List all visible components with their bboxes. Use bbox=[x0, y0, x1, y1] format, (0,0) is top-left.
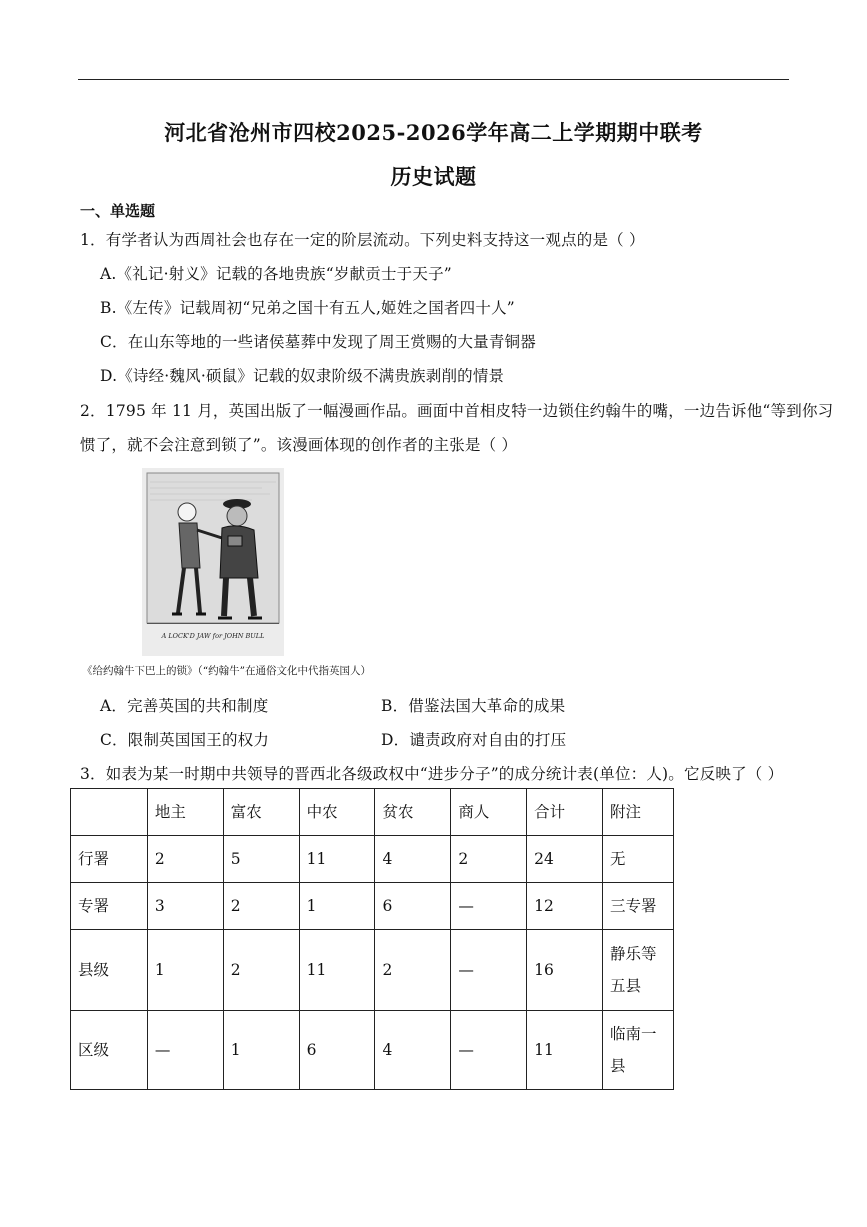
q1-option-d: D.《诗经·魏风·硕鼠》记载的奴隶阶级不满贵族剥削的情景 bbox=[100, 367, 505, 385]
table-cell: 12 bbox=[527, 883, 603, 930]
table-cell: — bbox=[451, 1011, 527, 1090]
table-header-cell: 商人 bbox=[451, 789, 527, 836]
table-cell: 2 bbox=[375, 930, 451, 1011]
table-cell: 静乐等五县 bbox=[603, 930, 674, 1011]
q1-option-b: B.《左传》记载周初“兄弟之国十有五人,姬姓之国者四十人” bbox=[100, 299, 515, 317]
table-header-cell: 附注 bbox=[603, 789, 674, 836]
table-header-cell: 合计 bbox=[527, 789, 603, 836]
table-cell: 区级 bbox=[71, 1011, 148, 1090]
table-cell: 临南一县 bbox=[603, 1011, 674, 1090]
cartoon-inscription: A LOCK'D JAW for JOHN BULL bbox=[161, 632, 265, 640]
table-header-cell bbox=[71, 789, 148, 836]
stats-table bbox=[70, 788, 674, 1090]
table-cell: 1 bbox=[299, 883, 375, 930]
table-row bbox=[71, 836, 674, 883]
table-cell: 16 bbox=[527, 930, 603, 1011]
q2-option-c: C．限制英国国王的权力 bbox=[100, 731, 270, 749]
header-rule bbox=[78, 79, 789, 80]
table-cell: 11 bbox=[527, 1011, 603, 1090]
table-cell: 6 bbox=[375, 883, 451, 930]
section-heading: 一、单选题 bbox=[80, 202, 156, 220]
table-cell: 6 bbox=[299, 1011, 375, 1090]
table-header-cell: 地主 bbox=[147, 789, 223, 836]
table-cell: 11 bbox=[299, 836, 375, 883]
table-cell: 2 bbox=[451, 836, 527, 883]
q1-option-a: A.《礼记·射义》记载的各地贵族“岁献贡士于天子” bbox=[100, 265, 452, 283]
table-header-cell: 中农 bbox=[299, 789, 375, 836]
table-cell: 24 bbox=[527, 836, 603, 883]
q2-option-d: D．谴责政府对自由的打压 bbox=[381, 731, 567, 749]
table-cell: 专署 bbox=[71, 883, 148, 930]
table-cell: 无 bbox=[603, 836, 674, 883]
table-cell: 行署 bbox=[71, 836, 148, 883]
table-cell: 2 bbox=[223, 930, 299, 1011]
q2-stem-line2: 惯了，就不会注意到锁了”。该漫画体现的创作者的主张是（ ） bbox=[80, 436, 518, 454]
table-row bbox=[71, 930, 674, 1011]
cartoon-image bbox=[142, 468, 284, 656]
table-cell: 1 bbox=[223, 1011, 299, 1090]
table-cell: — bbox=[451, 930, 527, 1011]
q2-option-b: B．借鉴法国大革命的成果 bbox=[381, 697, 566, 715]
table-header-cell: 富农 bbox=[223, 789, 299, 836]
table-cell: 三专署 bbox=[603, 883, 674, 930]
table-cell: 5 bbox=[223, 836, 299, 883]
table-header-row bbox=[71, 789, 674, 836]
q2-option-a: A．完善英国的共和制度 bbox=[100, 697, 269, 715]
exam-title: 河北省沧州市四校2025-2026学年高二上学期期中联考 bbox=[164, 120, 703, 145]
q3-stem: 3．如表为某一时期中共领导的晋西北各级政权中“进步分子”的成分统计表(单位：人)。它反映了（ ） bbox=[80, 765, 784, 783]
table-cell: — bbox=[451, 883, 527, 930]
q1-option-c: C．在山东等地的一些诸侯墓葬中发现了周王赏赐的大量青铜器 bbox=[100, 333, 536, 351]
exam-subtitle: 历史试题 bbox=[390, 164, 477, 189]
table-cell: 1 bbox=[147, 930, 223, 1011]
table-row bbox=[71, 883, 674, 930]
table-cell: 11 bbox=[299, 930, 375, 1011]
table-cell: 4 bbox=[375, 1011, 451, 1090]
table-cell: 2 bbox=[147, 836, 223, 883]
table-header-cell: 贫农 bbox=[375, 789, 451, 836]
table-row bbox=[71, 1011, 674, 1090]
q1-stem: 1．有学者认为西周社会也存在一定的阶层流动。下列史料支持这一观点的是（ ） bbox=[80, 231, 645, 249]
table-cell: 2 bbox=[223, 883, 299, 930]
q2-stem-line1: 2．1795 年 11 月，英国出版了一幅漫画作品。画面中首相皮特一边锁住约翰牛的嘴，一边告诉他“等到你习 bbox=[80, 402, 834, 420]
cartoon-caption: 《给约翰牛下巴上的锁》（“约翰牛”在通俗文化中代指英国人） bbox=[82, 665, 371, 677]
table-cell: 3 bbox=[147, 883, 223, 930]
table-cell: — bbox=[147, 1011, 223, 1090]
table-cell: 4 bbox=[375, 836, 451, 883]
table-cell: 县级 bbox=[71, 930, 148, 1011]
